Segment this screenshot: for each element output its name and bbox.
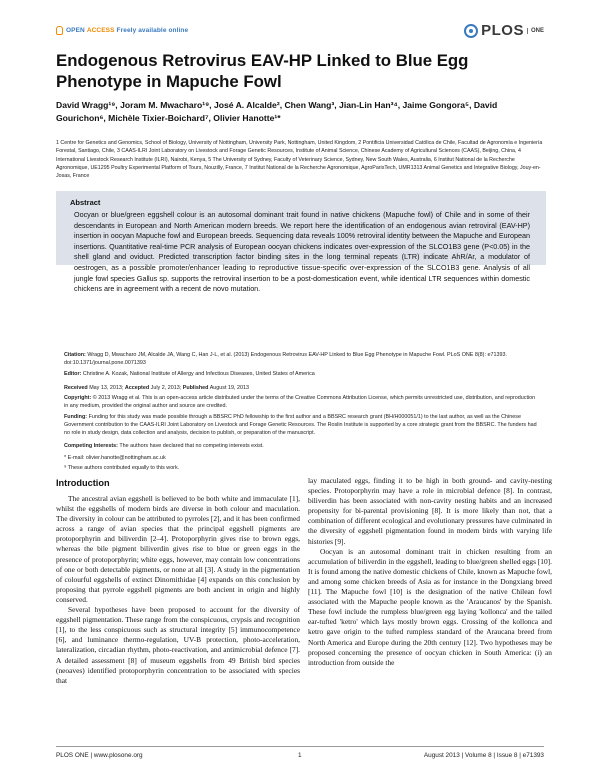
citation-text: Wragg D, Mwacharo JM, Alcalde JA, Wang C, Han J-L, et al. (2013) Endogenous Retrovirus EAV-HP Linked to Blue Egg Phenotype in Mapuche Fowl. PLoS ONE 8(8): e71393. doi:10.1371/journal.pone.0071393 — [64, 352, 507, 366]
accepted-label: Accepted — [124, 385, 150, 391]
published-label: Published — [182, 385, 209, 391]
citation-label: Citation: — [64, 352, 86, 358]
funding-text: Funding for this study was made possible through a BBSRC PhD fellowship to the first author and a BBSRC research grant (BH/H000051/1) to the last author, as well as the Chinese Government contribution to the CAAS-ILRI Joint Laboratory on Livestock and Forage Genetic Resources. The Roslin Institute is supported by a core strategic grant from the BBSRC. The funders had no role in study design, data collection and analysis, decision to publish, or preparation of the manuscript. — [64, 414, 537, 436]
published-date: August 19, 2013 — [209, 385, 249, 391]
open-access-lock-icon — [56, 26, 63, 35]
footer-page-number: 1 — [298, 752, 302, 759]
paragraph: lay maculated eggs, finding it to be high in both ground- and cavity-nesting species. Protoporphyrin may have a role in microbial defence [8]. In contrast, biliverdin has been associated with non-cavity nesting habits and an increased propensity for bi-parental provisioning [8]. It is more likely than not, that a combination of different ecological and evolutionary pressures have culminated in the diversity of eggshell pigmentation found in modern birds with varying life histories [9]. — [308, 476, 552, 546]
column-right — [308, 476, 552, 668]
introduction-heading: Introduction — [56, 478, 110, 488]
paragraph: Oocyan is an autosomal dominant trait in chicken resulting from an accumulation of biliverdin in the eggshell, leading to blue/green shelled eggs [10]. It is found among the native domestic chickens of Chile, known as Mapuche fowl, and among some chicken breeds of Asia as for instance in the Dongxiang breed [11]. The Mapuche fowl [10] is the designation of the native Chilean fowl associated with the Mapuche people known as the 'Araucanos' by the Spanish. These fowl include the rumpless blue/green egg laying 'kollonca' and the tailed ear-tufted 'ketro' which lays mostly brown eggs. Crossing of the kollonca and ketro gave origin to the tufted rumpless standard of the Araucana breed from North America and Europe during the 20th century [12]. Two hypotheses may be proposed concerning the presence of oocyan chicken in South America: (i) an introduction from outside the — [308, 546, 552, 667]
page-footer — [56, 752, 544, 764]
freely-available-label: Freely available online — [116, 27, 189, 34]
open-access-label: OPEN — [66, 27, 85, 34]
editor-text: Christine A. Kozak, National Institute of Allergy and Infectious Diseases, United States of America — [82, 371, 315, 377]
open-access-badge — [56, 26, 188, 35]
abstract-heading: Abstract — [70, 198, 101, 207]
dates — [64, 384, 540, 392]
paper-title: Endogenous Retrovirus EAV-HP Linked to Blue Egg Phenotype in Mapuche Fowl — [56, 51, 469, 91]
logo-sub: ONE — [527, 28, 544, 34]
received-label: Received — [64, 385, 88, 391]
equal-contribution: ⁹ These authors contributed equally to this work. — [64, 465, 180, 471]
column-left — [56, 494, 300, 686]
open-access-word: ACCESS — [86, 27, 115, 34]
paragraph: Several hypotheses have been proposed to account for the diversity of eggshell pigmentation. These range from the conspicuous, crypsis and recognition [1], to the less conspicuous such as structural integrity [5] immunocompetence [6], and luminance thermo-regulation, UV-B protection, photo-acceleration, lateralization, circadian rhythm, photo-reactivation, and antimicrobial defence [7]. A detailed assessment [8] of museum eggshells from 49 British bird species (neoaves) identified protoporphyrin concentration to be associated with species that — [56, 605, 300, 685]
copyright — [64, 394, 540, 410]
logo-text: PLOS — [481, 22, 524, 39]
author-list: David Wragg¹⁹, Joram M. Mwacharo¹⁹, José A. Alcalde², Chen Wang³, Jian-Lin Han³⁴, Jaime Gongora⁵, David Gourichon⁶, Michèle Tixier-Boichard⁷, Olivier Hanotte¹* — [56, 100, 498, 123]
competing-text: The authors have declared that no competing interests exist. — [119, 443, 264, 449]
copyright-label: Copyright: — [64, 395, 92, 401]
journal-logo — [464, 22, 544, 39]
footer-issue: August 2013 | Volume 8 | Issue 8 | e71393 — [423, 752, 544, 759]
abstract-text: Oocyan or blue/green eggshell colour is an autosomal dominant trait found in native chickens (Mapuche fowl) of Chile and in some of their descendants in European and North American modern breeds. We report here the identification of an endogenous avian retroviral (EAV-HP) insertion in oocyan Mapuche fowl and European breeds. Sequencing data reveals 100% retroviral identity between the Mapuche and European insertions. Quantitative real-time PCR analysis of European oocyan chickens indicates over-expression of the SLCO1B3 gene (P<0.05) in the shell gland and oviduct. Predicted transcription factor binding sites in the long terminal repeats (LTR) indicate AhR/Ar, a modulator of oestrogen, as a possible promoter/enhancer leading to reproductive tissue-specific over-expression of the SLCO1B3 gene. Analysis of all jungle fowl species Gallus sp. supports the retroviral insertion to be a post-domestication event, while identical LTR sequences within domestic chickens are in agreement with a recent de novo mutation. — [74, 210, 530, 294]
footer-divider — [56, 746, 544, 747]
competing-interests — [64, 442, 540, 450]
editor-label: Editor: — [64, 371, 82, 377]
copyright-text: © 2013 Wragg et al. This is an open-access article distributed under the terms of the Creative Commons Attribution License, which permits unrestricted use, distribution, and reproduction in any medium, provided the original author and source are credited. — [64, 395, 536, 409]
editor — [64, 370, 540, 378]
header-bar — [56, 24, 544, 44]
funding — [64, 413, 540, 437]
plos-logo-icon — [464, 24, 478, 38]
corresponding-email: * E-mail: olivier.hanotte@nottingham.ac.uk — [64, 455, 166, 461]
accepted-date: July 2, 2013; — [150, 385, 182, 391]
competing-label: Competing Interests: — [64, 443, 118, 449]
affiliations: 1 Centre for Genetics and Genomics, School of Biology, University of Nottingham, University Park, Nottingham, United Kingdom, 2 Pontificia Universidad Católica de Chile, Facultad de Agronomía e Ingeniería Forestal, Santiago, Chile, 3 CAAS-ILRI Joint Laboratory on Livestock and Forage Genetic Resources, Institute of Animal Science, Chinese Academy of Agricultural Sciences (CAAS), Beijing, China, 4 International Livestock Research Institute (ILRI), Nairobi, Kenya, 5 The University of Sydney, Faculty of Veterinary Science, Sydney, New South Wales, Australia, 6 Institut National de la Recherche Agronomique, UE1295 Poultry Experimental Platform of Tours, Nouzilly, France, 7 Institut National de la Recherche Agronomique, AgroParisTech, UMR1313 Animal Genetics and Integrative Biology, Jouy-en-Josas, France — [56, 140, 543, 180]
citation — [64, 351, 540, 367]
paragraph: The ancestral avian eggshell is believed to be both white and immaculate [1], whilst the eggshells of modern birds are diverse in both colour and maculation. The diversity in colour can be attributed to pyrroles [2], and it has been confirmed across a range of avian species that the principal eggshell pigments are protoporphyrin and biliverdin [2–4]. Protoporphyrin gives rise to brown eggs, whereas the bile pigment biliverdin gives rise to blue or green eggs in the presence of protoporphyrin; white eggs, however, may contain low concentrations of one or both detectable pigments, or none at all [3]. A study in the pigmentation of colourful eggshells of extinct Dinornithidae [4] expands on this conclusion by proposing that pyrrole eggshell pigments are both ancient in origin and highly conserved. — [56, 494, 300, 604]
footer-journal: PLOS ONE | www.plosone.org — [56, 752, 143, 759]
received-date: May 13, 2013; — [89, 385, 124, 391]
funding-label: Funding: — [64, 414, 88, 420]
